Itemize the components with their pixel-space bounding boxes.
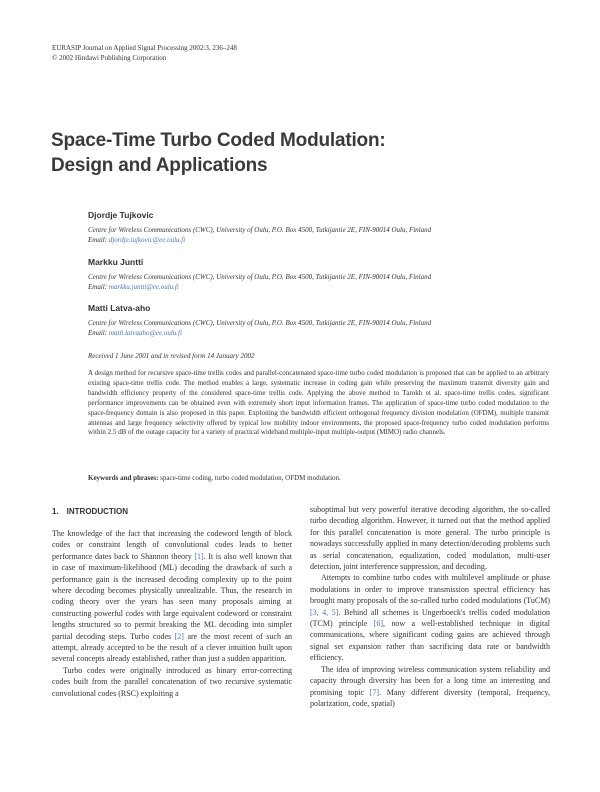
- author-email-link[interactable]: markku.juntti@ee.oulu.fi: [108, 283, 179, 291]
- title-line-2: Design and Applications: [51, 155, 268, 176]
- author-affiliation: Centre for Wireless Communications (CWC), University of Oulu, P.O. Box 4500, Tutkijantie 2E, FIN-90014 Oulu, Finland: [88, 319, 432, 327]
- paragraph: [52, 528, 292, 665]
- citation-link[interactable]: [1]: [194, 551, 204, 561]
- email-label: Email:: [88, 283, 108, 291]
- text-run: . Many different diversity (temporal, frequency, polarization, code, spatial): [310, 687, 550, 708]
- author-block-3: [88, 302, 558, 338]
- author-name: Markku Juntti: [88, 257, 144, 267]
- section-number: 1.: [52, 507, 59, 516]
- abstract: A design method for recursive space-time trellis codes and parallel-concatenated space-time turbo coded modulation is proposed that can be applied to an arbitrary existing space-time trellis code. The method enables a large, systematic increase in coding gain while preserving the maximum transmit diversity gain and bandwidth efficiency property of the considered space-time trellis code. Applying the above method to Tarokh et al. space-time trellis codes, significant performance improvements can be obtained even with extremely short input information frames. The application of space-time turbo coded modulation to the space-frequency domain is also proposed in this paper. Exploiting the bandwidth efficient orthogonal frequency division modulation (OFDM), multiple transmit antennas and large frequency selectivity offered by typical low mobility indoor environments, the proposed space-frequency turbo coded modulation performs within 2.5 dB of the outage capacity for a variety of practical wideband multiple-input multiple-output (MIMO) radio channels.: [88, 369, 549, 437]
- keywords: [88, 473, 341, 483]
- keywords-text: space-time coding, turbo coded modulation, OFDM modulation.: [160, 474, 341, 482]
- author-email-link[interactable]: matti.latvaaho@ee.oulu.fi: [108, 329, 182, 337]
- paragraph: [310, 664, 550, 710]
- title-line-1: Space-Time Turbo Coded Modulation:: [51, 130, 386, 151]
- citation-link[interactable]: [3, 4, 5]: [310, 607, 339, 617]
- copyright-notice: © 2002 Hindawi Publishing Corporation: [52, 54, 167, 62]
- email-label: Email:: [88, 236, 108, 244]
- citation-link[interactable]: [2]: [174, 631, 184, 641]
- author-email-line: [88, 235, 558, 245]
- author-email-link[interactable]: djordje.tujkovic@ee.oulu.fi: [108, 236, 186, 244]
- paragraph: Turbo codes were originally introduced as binary error-correcting codes built from the parallel concatenation of two recursive systematic convolutional codes (RSC) exploiting a: [52, 665, 292, 698]
- received-date: Received 1 June 2001 and in revised form 14 January 2002: [88, 352, 255, 360]
- author-name: Matti Latva-aho: [88, 303, 151, 313]
- author-block-2: [88, 256, 558, 292]
- keywords-label: Keywords and phrases:: [88, 474, 159, 482]
- author-affiliation: Centre for Wireless Communications (CWC), University of Oulu, P.O. Box 4500, Tutkijantie 2E, FIN-90014 Oulu, Finland: [88, 226, 432, 234]
- text-run: are the most recent of such an attempt, already accepted to be the result of a clever intuition built upon several concepts already established, rather than just a sudden apparition.: [52, 631, 292, 664]
- body-column-left: [52, 528, 292, 699]
- citation-link[interactable]: [6]: [373, 619, 384, 629]
- journal-header: [52, 43, 237, 63]
- author-email-line: [88, 328, 558, 338]
- text-run: . Behind all schemes is Ungerboeck's trellis coded modulation (TCM) principle: [310, 607, 551, 629]
- paragraph: [310, 572, 550, 663]
- author-affiliation: Centre for Wireless Communications (CWC), University of Oulu, P.O. Box 4500, Tutkijantie 2E, FIN-90014 Oulu, Finland: [88, 273, 432, 281]
- section-title: INTRODUCTION: [66, 507, 128, 516]
- text-run: , now a well-established technique in digital communications, where significant coding gains are achieved through signal set expansion rather than sacrificing data rate or bandwidth efficiency.: [310, 619, 550, 663]
- journal-citation: EURASIP Journal on Applied Signal Processing 2002:3, 236–248: [52, 44, 237, 52]
- author-name: Djordje Tujkovic: [88, 210, 154, 220]
- section-heading: [52, 507, 128, 516]
- text-run: Attempts to combine turbo codes with multilevel amplitude or phase modulations in order to improve transmission spectral efficiency has brought many proposals of the so-called turbo coded modulations (TuCM): [310, 573, 550, 606]
- text-run: The knowledge of the fact that increasing the codeword length of block codes or constraint length of convolutional codes leads to better performance dates back to Shannon theory: [52, 529, 292, 561]
- text-run: The idea of improving wireless communication system reliability and capacity through diversity has been for a long time an interesting and promising topic: [310, 664, 550, 697]
- paper-title: [51, 128, 531, 178]
- email-label: Email:: [88, 329, 108, 337]
- citation-link[interactable]: [7]: [369, 687, 380, 697]
- text-run: . It is also well known that in case of maximum-likelihood (ML) decoding the drawback of such a performance gain is the increased decoding complexity up to the point where decoding becomes physically unrealizable. Thus, the research in coding theory over the years has seen many proposals aiming at constructing powerful codes with large equivalent codeword or constraint lengths structured so to permit breaking the ML decoding into simpler partial decoding steps. Turbo codes: [52, 551, 292, 641]
- author-email-line: [88, 282, 558, 292]
- author-block-1: [88, 209, 558, 245]
- body-column-right: [310, 504, 550, 709]
- paragraph: suboptimal but very powerful iterative decoding algorithm, the so-called turbo decoding algorithm. However, it turned out that the method applied for this parallel concatenation is more general. The turbo principle is nowadays successfully applied in many detection/decoding problems such as serial concatenation, equalization, coded modulation, multi-user detection, joint interference suppression, and decoding.: [310, 505, 550, 572]
